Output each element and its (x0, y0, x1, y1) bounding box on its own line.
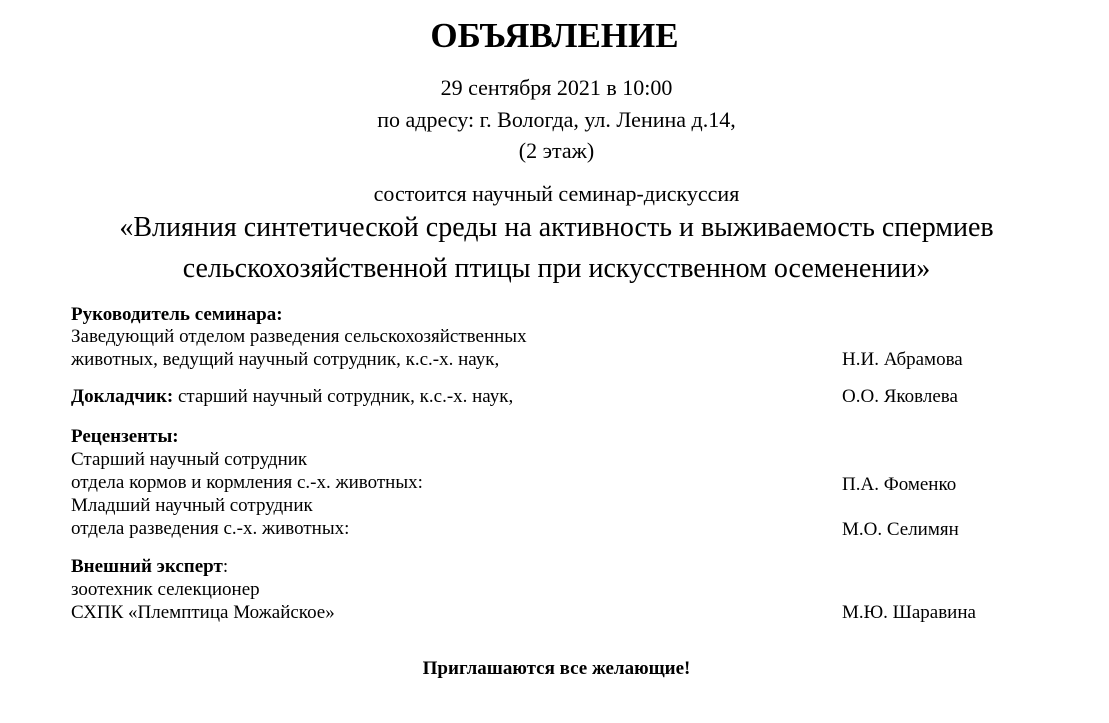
leader-role-line-2: животных, ведущий научный сотрудник, к.с.-х. наук, (71, 349, 500, 370)
seminar-topic-line-1: «Влияния синтетической среды на активность и выживаемость спермиев (119, 212, 994, 243)
leader-name: Н.И. Абрамова (842, 349, 963, 370)
seminar-topic-line-2: сельскохозяйственной птицы при искусственном осеменении» (182, 253, 931, 284)
expert-heading: Внешний эксперт (71, 556, 223, 577)
reviewer-1-name: П.А. Фоменко (842, 474, 957, 495)
announcement-title: ОБЪЯВЛЕНИЕ (430, 16, 679, 55)
reviewer-2-line-2: отдела разведения с.-х. животных: (71, 518, 350, 539)
speaker-heading: Докладчик: (71, 386, 174, 407)
expert-role-line-2: СХПК «Племптица Можайское» (71, 602, 335, 623)
leader-heading: Руководитель семинара: (71, 304, 283, 325)
expert-name: М.Ю. Шаравина (842, 602, 976, 623)
reviewer-2-line-1: Младший научный сотрудник (71, 495, 313, 516)
speaker-name: О.О. Яковлева (842, 386, 958, 407)
expert-role-line-1: зоотехник селекционер (71, 579, 260, 600)
reviewer-2-name: М.О. Селимян (842, 519, 959, 540)
expert-heading-line (71, 556, 228, 578)
speaker-line (71, 386, 513, 408)
reviewer-1-line-1: Старший научный сотрудник (71, 449, 308, 470)
event-floor: (2 этаж) (518, 138, 595, 163)
invitation-footer: Приглашаются все желающие! (422, 658, 691, 679)
speaker-role: старший научный сотрудник, к.с.-х. наук, (173, 386, 514, 407)
event-address: по адресу: г. Вологда, ул. Ленина д.14, (377, 107, 736, 132)
leader-role-line-1: Заведующий отделом разведения сельскохозяйственных (71, 326, 527, 347)
reviewer-1-line-2: отдела кормов и кормления с.-х. животных: (71, 472, 423, 493)
expert-heading-colon: : (222, 556, 229, 577)
event-date-time: 29 сентября 2021 в 10:00 (440, 75, 673, 100)
reviewers-heading: Рецензенты: (71, 426, 179, 447)
seminar-intro: состоится научный семинар-дискуссия (373, 181, 740, 206)
